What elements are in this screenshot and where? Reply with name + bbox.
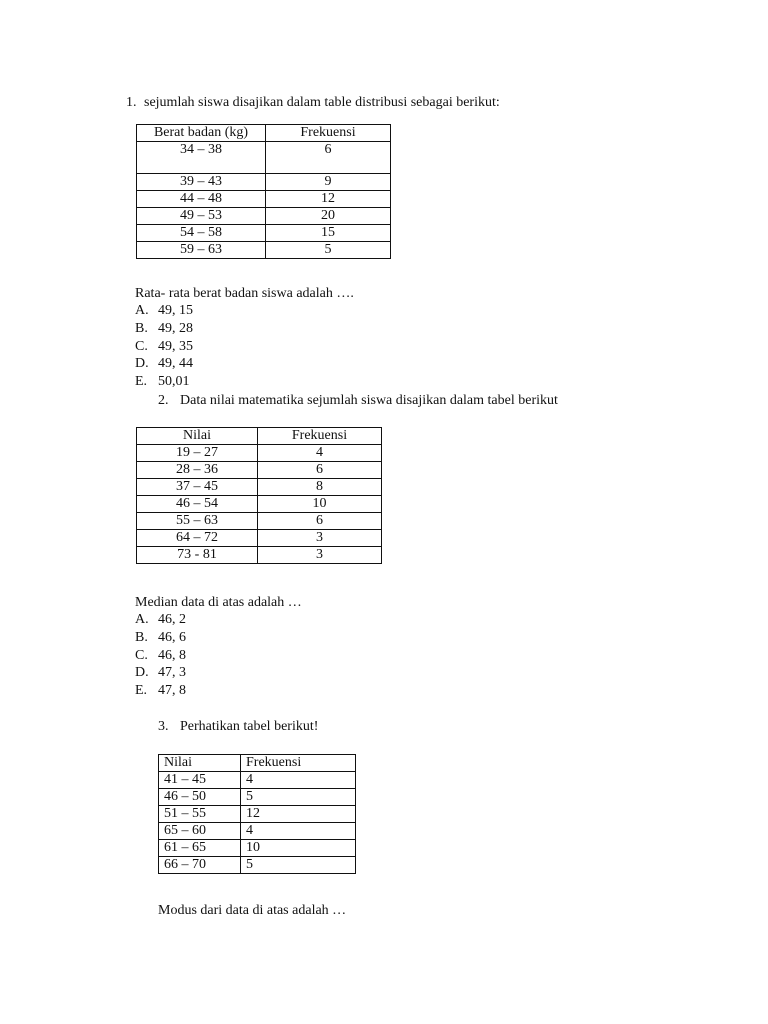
table-cell: 46 – 50 — [159, 789, 241, 806]
table-cell: 51 – 55 — [159, 806, 241, 823]
table-header-cell: Frekuensi — [241, 755, 356, 772]
table-header-cell: Nilai — [159, 755, 241, 772]
table-cell: 15 — [266, 225, 391, 242]
table-cell: 10 — [258, 496, 382, 513]
option-letter: C. — [135, 339, 148, 354]
option-text: 49, 35 — [158, 339, 193, 354]
table-cell: 20 — [266, 208, 391, 225]
table-row — [137, 479, 382, 496]
q1-option — [135, 373, 190, 391]
option-text: 47, 8 — [158, 683, 186, 698]
q3-table — [158, 754, 356, 874]
table-cell: 3 — [258, 530, 382, 547]
table-cell: 55 – 63 — [137, 513, 258, 530]
table-cell: 49 – 53 — [137, 208, 266, 225]
table-cell: 4 — [241, 772, 356, 789]
option-text: 46, 6 — [158, 630, 186, 645]
table-cell: 12 — [241, 806, 356, 823]
option-letter: C. — [135, 648, 148, 663]
table-row — [137, 530, 382, 547]
q2-prompt: Data nilai matematika sejumlah siswa disajikan dalam tabel berikut — [180, 393, 558, 408]
table-row — [137, 496, 382, 513]
table-cell: 5 — [241, 789, 356, 806]
q1-prompt: sejumlah siswa disajikan dalam table distribusi sebagai berikut: — [144, 95, 500, 110]
table-cell: 41 – 45 — [159, 772, 241, 789]
table-row — [137, 142, 391, 174]
table-cell: 44 – 48 — [137, 191, 266, 208]
option-letter: B. — [135, 321, 148, 336]
option-letter: B. — [135, 630, 148, 645]
q3-number: 3. — [158, 719, 169, 734]
q1-option — [135, 338, 193, 356]
option-text: 46, 8 — [158, 648, 186, 663]
table-row — [137, 208, 391, 225]
table-cell: 5 — [266, 242, 391, 259]
option-letter: E. — [135, 374, 148, 389]
q2-question: Median data di atas adalah … — [135, 595, 302, 610]
table-cell: 8 — [258, 479, 382, 496]
option-letter: E. — [135, 683, 148, 698]
table-cell: 39 – 43 — [137, 174, 266, 191]
q1-option — [135, 302, 193, 320]
table-cell: 46 – 54 — [137, 496, 258, 513]
q3-question: Modus dari data di atas adalah … — [158, 903, 347, 918]
table-cell: 10 — [241, 840, 356, 857]
table-cell: 12 — [266, 191, 391, 208]
table-header-cell: Berat badan (kg) — [137, 125, 266, 142]
table-row — [137, 174, 391, 191]
option-text: 49, 28 — [158, 321, 193, 336]
table-cell: 64 – 72 — [137, 530, 258, 547]
table-cell: 6 — [266, 142, 391, 174]
table-header-row — [137, 125, 391, 142]
q2-table — [136, 427, 382, 564]
q1-number: 1. — [126, 95, 137, 110]
table-row — [159, 772, 356, 789]
table-row — [137, 242, 391, 259]
table-cell: 3 — [258, 547, 382, 564]
table-row — [137, 445, 382, 462]
q2-option — [135, 664, 186, 682]
table-cell: 59 – 63 — [137, 242, 266, 259]
table-row — [137, 513, 382, 530]
q2-option — [135, 647, 186, 665]
table-row — [159, 806, 356, 823]
option-text: 50,01 — [158, 374, 190, 389]
option-text: 47, 3 — [158, 665, 186, 680]
q3-prompt: Perhatikan tabel berikut! — [180, 719, 319, 734]
table-cell: 61 – 65 — [159, 840, 241, 857]
table-header-row — [137, 428, 382, 445]
table-cell: 6 — [258, 513, 382, 530]
option-letter: D. — [135, 665, 149, 680]
table-cell: 5 — [241, 857, 356, 874]
table-cell: 6 — [258, 462, 382, 479]
q1-option — [135, 355, 193, 373]
option-letter: A. — [135, 303, 149, 318]
table-header-cell: Frekuensi — [258, 428, 382, 445]
option-letter: A. — [135, 612, 149, 627]
q2-option — [135, 629, 186, 647]
option-text: 49, 44 — [158, 356, 193, 371]
q1-table — [136, 124, 391, 259]
table-cell: 65 – 60 — [159, 823, 241, 840]
table-cell: 4 — [258, 445, 382, 462]
table-row — [137, 462, 382, 479]
q2-number: 2. — [158, 393, 169, 408]
table-cell: 28 – 36 — [137, 462, 258, 479]
table-cell: 54 – 58 — [137, 225, 266, 242]
table-header-cell: Frekuensi — [266, 125, 391, 142]
table-row — [159, 789, 356, 806]
table-cell: 19 – 27 — [137, 445, 258, 462]
table-cell: 66 – 70 — [159, 857, 241, 874]
table-cell: 37 – 45 — [137, 479, 258, 496]
option-letter: D. — [135, 356, 149, 371]
table-cell: 73 - 81 — [137, 547, 258, 564]
table-header-row — [159, 755, 356, 772]
table-row — [137, 547, 382, 564]
table-header-cell: Nilai — [137, 428, 258, 445]
table-row — [137, 225, 391, 242]
option-text: 46, 2 — [158, 612, 186, 627]
table-cell: 34 – 38 — [137, 142, 266, 174]
table-row — [159, 857, 356, 874]
q2-option — [135, 611, 186, 629]
table-cell: 9 — [266, 174, 391, 191]
table-cell: 4 — [241, 823, 356, 840]
q1-question: Rata- rata berat badan siswa adalah …. — [135, 286, 354, 301]
table-row — [159, 840, 356, 857]
q1-option — [135, 320, 193, 338]
table-row — [137, 191, 391, 208]
q2-option — [135, 682, 186, 700]
option-text: 49, 15 — [158, 303, 193, 318]
table-row — [159, 823, 356, 840]
